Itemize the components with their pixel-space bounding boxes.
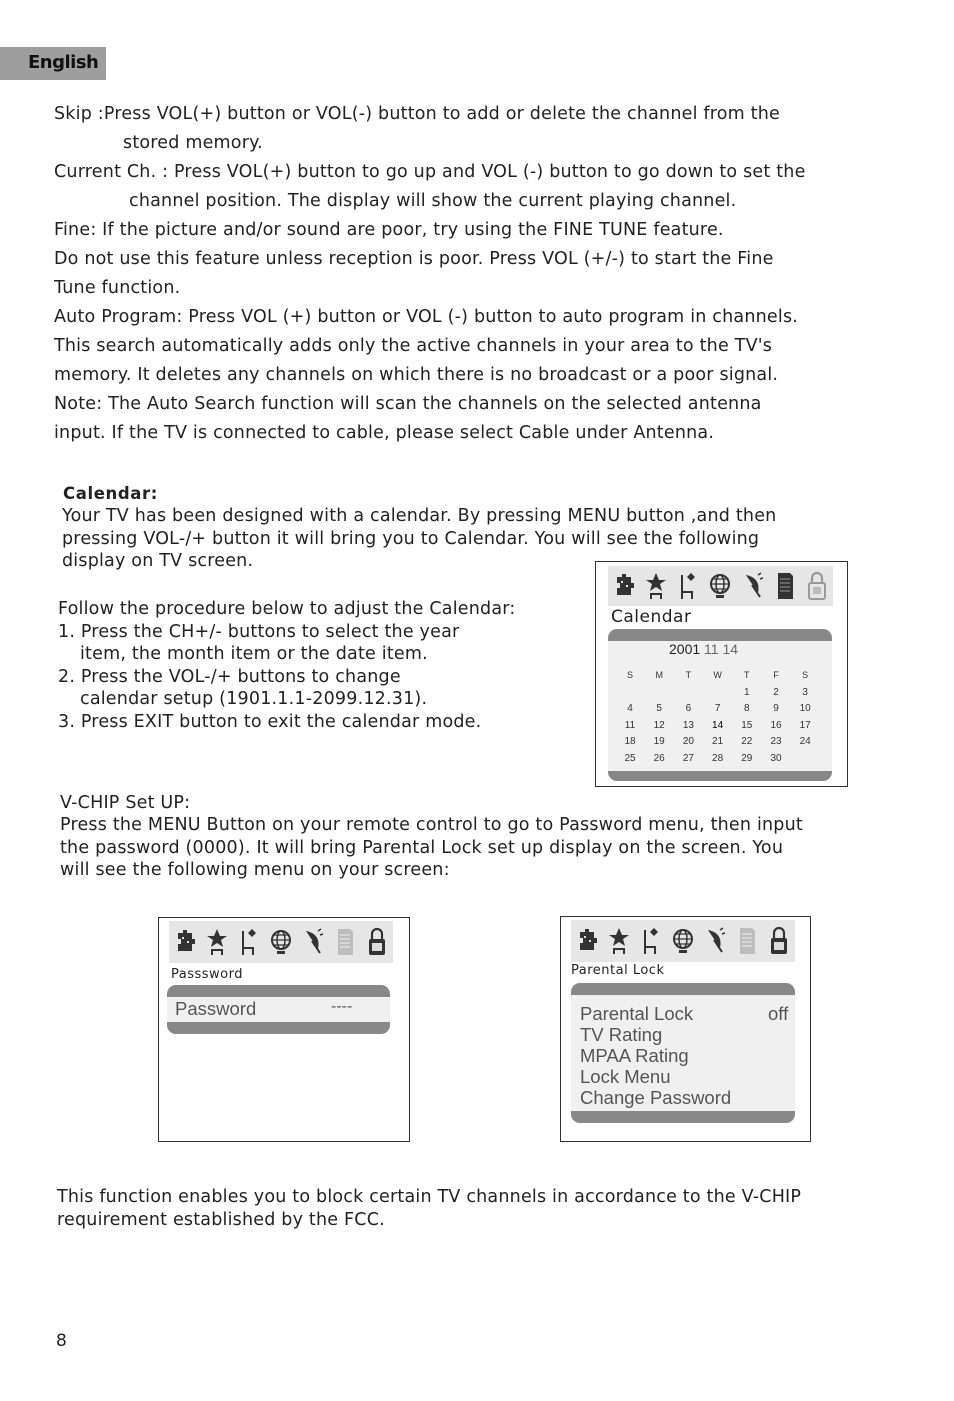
panel-top-bar: [571, 983, 795, 995]
antenna-icon: [704, 926, 726, 956]
text-line: This search automatically adds only the active channels in your area to the TV's: [54, 336, 773, 356]
calendar-day-cell[interactable]: 12: [653, 719, 665, 731]
text-line: 1. Press the CH+/- buttons to select the year: [58, 622, 460, 642]
calendar-day-cell[interactable]: 7: [714, 703, 721, 715]
calendar-month: 11: [704, 641, 719, 657]
calendar-day-cell[interactable]: 5: [656, 703, 662, 715]
calendar-icon: [736, 926, 758, 956]
text-line: requirement established by the FCC.: [57, 1210, 385, 1230]
calendar-day-cell[interactable]: 3: [802, 686, 808, 698]
picture-menu-icon: [613, 571, 635, 601]
calendar-day-cell[interactable]: 21: [712, 736, 724, 748]
globe-icon: [270, 927, 292, 957]
calendar-day-cell[interactable]: 15: [741, 719, 753, 731]
text-line: Fine: If the picture and/or sound are poor, try using the FINE TUNE feature.: [54, 220, 724, 240]
calendar-day: 14: [722, 641, 739, 657]
calendar-day-cell[interactable]: 25: [624, 753, 636, 764]
calendar-grid: [616, 670, 826, 770]
function-menu-icon: [677, 571, 699, 601]
menu-item-tv-rating[interactable]: TV Rating: [580, 1024, 663, 1045]
text-line: stored memory.: [123, 133, 263, 153]
menu-item-parental-lock[interactable]: Parental Lock: [580, 1003, 694, 1024]
text-line: 2. Press the VOL-/+ buttons to change: [58, 667, 401, 687]
calendar-day-cell[interactable]: 14: [712, 719, 724, 731]
sound-menu-icon: [645, 571, 667, 601]
panel-bottom-bar: [571, 1111, 795, 1123]
calendar-day-cell[interactable]: 16: [770, 719, 782, 731]
calendar-day-cell[interactable]: 28: [712, 753, 724, 764]
calendar-day-cell[interactable]: 13: [682, 719, 694, 731]
text-line: pressing VOL-/+ button it will bring you to Calendar. You will see the following: [62, 528, 760, 549]
text-line: input. If the TV is connected to cable, please select Cable under Antenna.: [54, 423, 715, 443]
calendar-day-cell[interactable]: 30: [770, 753, 782, 764]
calendar-day-cell[interactable]: 17: [799, 719, 811, 731]
text-line: Current Ch. : Press VOL(+) button to go up and VOL (-) button to go down to set the: [54, 162, 806, 182]
text-line: Your TV has been designed with a calendar. By pressing MENU button ,and then: [62, 506, 777, 526]
calendar-day-cell[interactable]: 24: [799, 736, 811, 748]
parental-lock-value: off: [768, 1003, 789, 1024]
text-line: Follow the procedure below to adjust the Calendar:: [58, 599, 516, 619]
function-menu-icon: [640, 926, 662, 956]
panel-top-bar: [608, 629, 832, 641]
text-line: Auto Program: Press VOL (+) button or VOL (-) button to auto program in channels.: [54, 307, 799, 327]
calendar-day-cell[interactable]: 20: [682, 736, 694, 748]
text-line: memory. It deletes any channels on which there is no broadcast or a poor signal.: [54, 365, 779, 385]
calendar-weekday-header: S: [802, 670, 809, 680]
text-line: Note: The Auto Search function will scan the channels on the selected antenna: [54, 394, 762, 414]
picture-menu-icon: [576, 926, 598, 956]
calendar-day-cell[interactable]: 29: [741, 753, 753, 764]
calendar-day-cell[interactable]: 19: [653, 736, 665, 748]
calendar-icon: [334, 927, 356, 957]
text-line: will see the following menu on your screen:: [60, 860, 450, 880]
panel-top-bar: [167, 985, 390, 997]
calendar-day-cell[interactable]: 6: [685, 703, 692, 715]
calendar-day-cell[interactable]: 2: [773, 686, 779, 698]
panel-bottom-bar: [167, 1022, 390, 1034]
calendar-day-cell[interactable]: 8: [744, 703, 750, 715]
language-tab: [0, 47, 106, 80]
menu-icon-bar: [571, 920, 795, 962]
password-field-label: Password: [175, 998, 257, 1019]
calendar-day-cell[interactable]: 27: [682, 753, 694, 764]
text-line: item, the month item or the date item.: [80, 644, 428, 664]
calendar-icon: [774, 571, 796, 601]
calendar-day-cell[interactable]: 18: [624, 736, 636, 748]
page-number: 8: [56, 1331, 67, 1351]
calendar-weekday-header: T: [685, 670, 692, 680]
text-line: calendar setup (1901.1.1-2099.12.31).: [80, 689, 428, 709]
menu-icon-bar: [169, 921, 393, 963]
menu-item-mpaa-rating[interactable]: MPAA Rating: [580, 1045, 689, 1066]
calendar-day-cell[interactable]: 11: [624, 719, 636, 731]
picture-menu-icon: [174, 927, 196, 957]
lock-icon: [768, 926, 790, 956]
text-line: channel position. The display will show the current playing channel.: [129, 191, 737, 211]
globe-icon: [672, 926, 694, 956]
menu-item-lock-menu[interactable]: Lock Menu: [580, 1066, 671, 1087]
lock-icon: [806, 571, 828, 601]
globe-icon: [709, 571, 731, 601]
sound-menu-icon: [206, 927, 228, 957]
sound-menu-icon: [608, 926, 630, 956]
calendar-day-cell[interactable]: 23: [770, 736, 782, 748]
text-line: Do not use this feature unless reception is poor. Press VOL (+/-) to start the Fine: [54, 249, 774, 269]
antenna-icon: [742, 571, 764, 601]
text-line: Skip :Press VOL(+) button or VOL(-) button to add or delete the channel from the: [54, 104, 781, 124]
vchip-heading: V-CHIP Set UP:: [60, 793, 191, 813]
lock-icon: [366, 927, 388, 957]
calendar-weekday-header: F: [773, 670, 779, 680]
text-line: the password (0000). It will bring Parental Lock set up display on the screen. You: [60, 838, 784, 858]
calendar-weekday-header: T: [744, 670, 750, 680]
menu-item-change-password[interactable]: Change Password: [580, 1087, 732, 1108]
calendar-weekday-header: M: [655, 670, 663, 680]
calendar-year: 2001: [669, 641, 701, 657]
calendar-weekday-header: W: [713, 670, 722, 680]
text-line: Press the MENU Button on your remote control to go to Password menu, then input: [60, 815, 803, 835]
password-input[interactable]: ----: [331, 998, 353, 1015]
calendar-day-cell[interactable]: 1: [744, 686, 750, 698]
text-line: Tune function.: [54, 278, 181, 298]
calendar-day-cell[interactable]: 22: [741, 736, 753, 748]
calendar-day-cell[interactable]: 9: [773, 703, 779, 715]
calendar-heading: Calendar:: [63, 484, 158, 503]
calendar-day-cell[interactable]: 4: [627, 703, 633, 715]
antenna-icon: [302, 927, 324, 957]
text-line: This function enables you to block certain TV channels in accordance to the V-CHIP: [57, 1187, 802, 1207]
language-tab-label: English: [28, 52, 99, 73]
calendar-screen-label: Calendar: [611, 607, 692, 627]
parental-screen-label: Parental Lock: [571, 963, 665, 978]
calendar-weekday-header: S: [626, 670, 633, 680]
calendar-date-header: [669, 641, 738, 657]
password-screen-label: Passsword: [171, 967, 243, 982]
text-line: display on TV screen.: [62, 551, 254, 571]
text-line: 3. Press EXIT button to exit the calendar mode.: [58, 712, 482, 732]
calendar-day-cell[interactable]: 10: [799, 703, 811, 715]
calendar-screen: [595, 561, 848, 787]
password-screen: [158, 917, 410, 1142]
calendar-day-cell[interactable]: 26: [653, 753, 665, 764]
function-menu-icon: [238, 927, 260, 957]
menu-icon-bar: [608, 566, 833, 606]
panel-bottom-bar: [608, 771, 832, 781]
parental-lock-screen: [560, 916, 811, 1142]
